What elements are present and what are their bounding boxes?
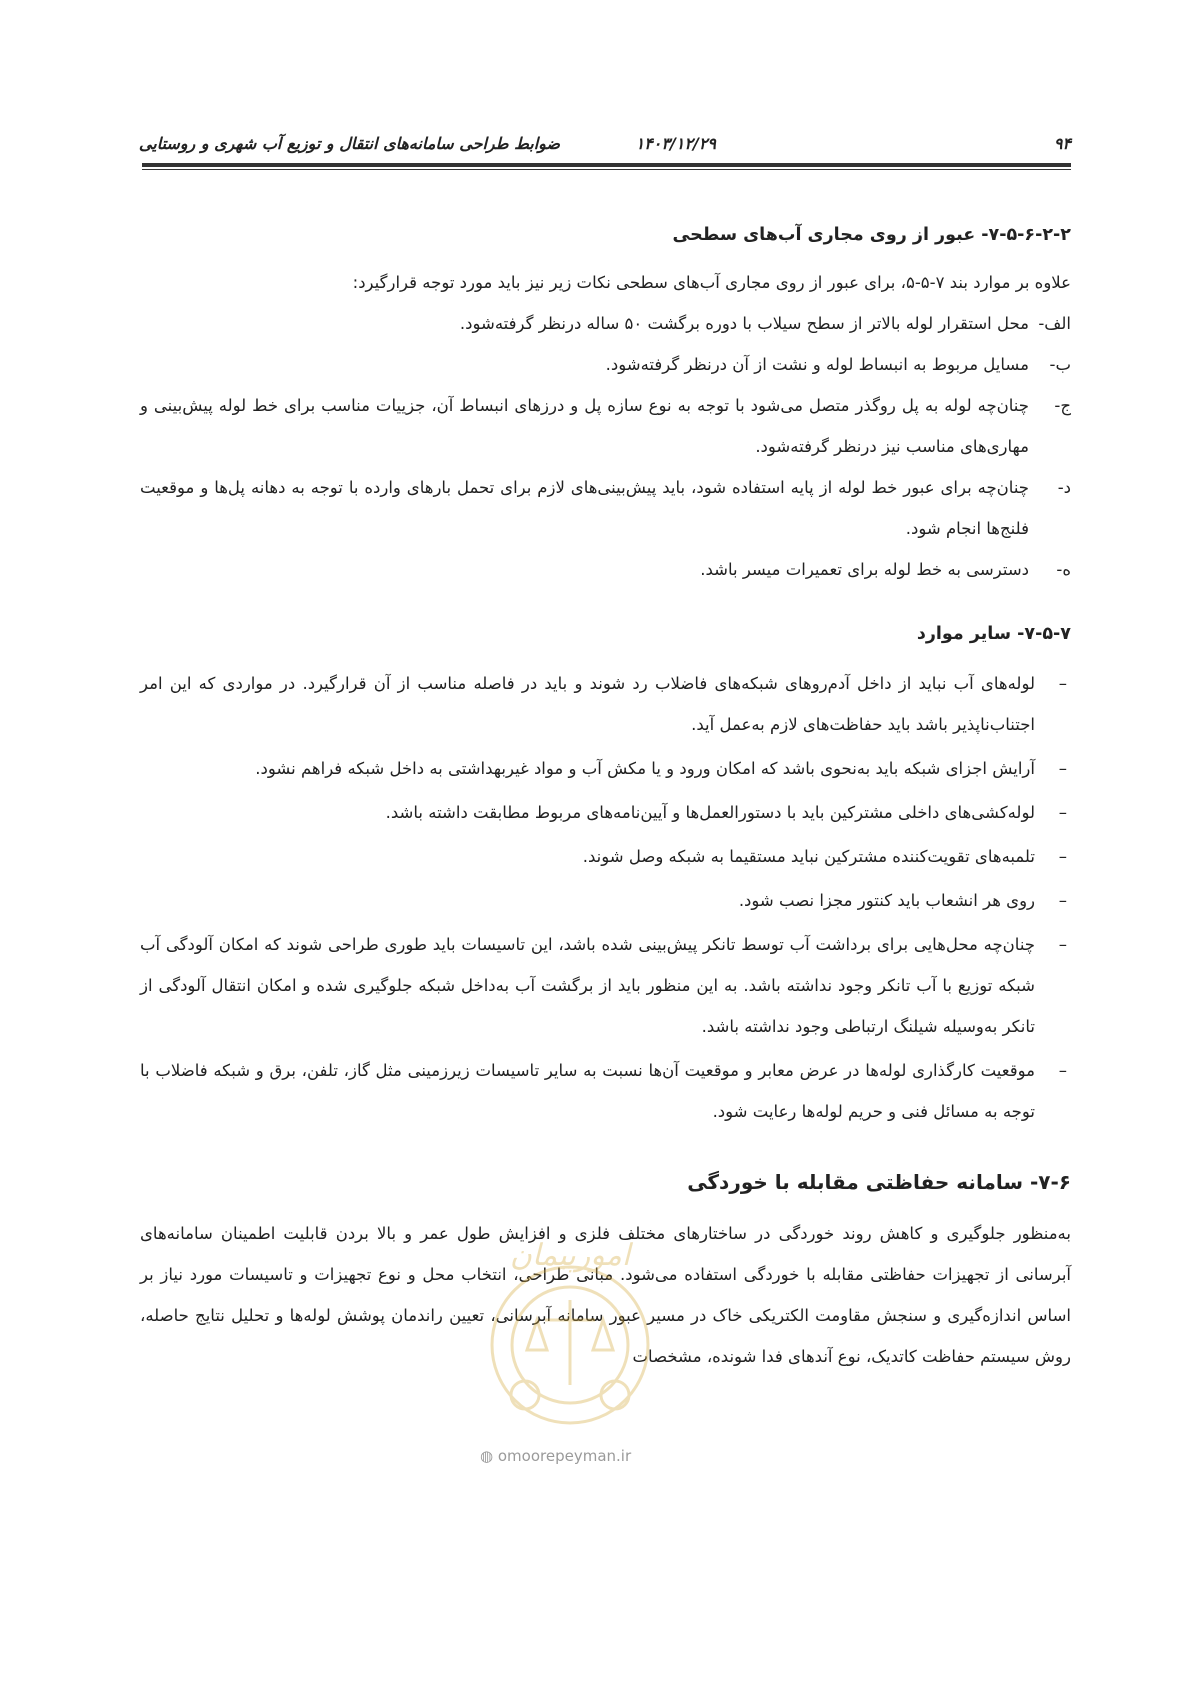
bullet-text: تلمبه‌های تقویت‌کننده مشترکین نباید مستقیما به شبکه وصل شوند. bbox=[582, 847, 1035, 866]
watermark-url bbox=[480, 1447, 631, 1465]
list-item bbox=[140, 344, 1071, 385]
bullet-text: چنان‌چه محل‌هایی برای برداشت آب توسط تانکر پیش‌بینی شده باشد، این تاسیسات باید طوری طراحی شوند که امکان آلودگی آب شبکه توزیع با آب تانکر وجود نداشته باشد. به این منظور باید از برگشت آب به‌داخل شبکه جلوگیری شده و امکان انتقال آلودگی از تانکر به‌وسیله شیلنگ ارتباطی وجود نداشته باشد. bbox=[140, 935, 1035, 1036]
dash-marker: – bbox=[1058, 891, 1067, 910]
list-item bbox=[140, 303, 1071, 344]
bullet-text: لوله‌کشی‌های داخلی مشترکین باید با دستورالعمل‌ها و آیین‌نامه‌های مربوط مطابقت داشته باشد. bbox=[385, 803, 1035, 822]
bullet-item bbox=[140, 924, 1071, 1047]
list-marker: ج- bbox=[1054, 396, 1071, 415]
list-item-text: چنان‌چه لوله به پل روگذر متصل می‌شود با توجه به نوع سازه پل و درزهای انبساط آن، جزییات مناسب برای خط لوله پیش‌بینی و مهاری‌های مناسب نیز درنظر گرفته‌شود. bbox=[140, 396, 1029, 456]
list-marker: ب- bbox=[1049, 355, 1071, 374]
gear-icon bbox=[511, 1381, 539, 1409]
list-marker: د- bbox=[1057, 478, 1071, 497]
bullet-text: موقعیت کارگذاری لوله‌ها در عرض معابر و موقعیت آن‌ها نسبت به سایر تاسیسات زیرزمینی مثل گاز، تلفن، برق و شبکه فاضلاب با توجه به مسائل فنی و حریم لوله‌ها رعایت شود. bbox=[140, 1061, 1035, 1121]
section-paragraph: به‌منظور جلوگیری و کاهش روند خوردگی در ساختارهای مختلف فلزی و افزایش طول عمر و بالا بردن قابلیت اطمینان سامانه‌های آبرسانی از تجهیزات حفاظتی مقابله با خوردگی استفاده می‌شود. مبانی طراحی، انتخاب محل و نوع تجهیزات و تاسیسات مورد نیاز بر اساس اندازه‌گیری و سنجش مقاومت الکتریکی خاک در مسیر عبور سامانه آبرسانی، تعیین راندمان پوشش لوله‌ها و تحلیل نتایج حاصله، روش سیستم حفاظت کاتدیک، نوع آندهای فدا شونده، مشخصات bbox=[140, 1224, 1071, 1366]
section-heading-7-6: ۷-۶- سامانه حفاظتی مقابله با خوردگی bbox=[687, 1170, 1071, 1194]
bullet-item bbox=[140, 792, 1071, 833]
gear-icon bbox=[601, 1381, 629, 1409]
list-item bbox=[140, 467, 1071, 549]
list-item-text: دسترسی به خط لوله برای تعمیرات میسر باشد. bbox=[700, 560, 1029, 579]
list-item-text: چنان‌چه برای عبور خط لوله از پایه استفاده شود، باید پیش‌بینی‌های لازم برای تحمل بارهای وارده با توجه به دهانه پل‌ها و موقعیت فلنج‌ها انجام شود. bbox=[140, 478, 1029, 538]
page-header bbox=[138, 134, 1071, 160]
bullet-item bbox=[140, 836, 1071, 877]
watermark-url-text: omoorepeyman.ir bbox=[497, 1447, 632, 1465]
list-marker: ه- bbox=[1056, 560, 1071, 579]
bullet-item bbox=[140, 663, 1071, 745]
list-item-text: محل استقرار لوله بالاتر از سطح سیلاب با دوره برگشت ۵۰ ساله درنظر گرفته‌شود. bbox=[459, 314, 1029, 333]
header-rule-thick bbox=[142, 163, 1071, 167]
bullet-text: لوله‌های آب نباید از داخل آدم‌روهای شبکه‌های فاضلاب رد شوند و باید در فاصله مناسب از آن قرارگیرد. در مواردی که این امر اجتناب‌ناپذیر باشد باید حفاظت‌های لازم به‌عمل آید. bbox=[140, 674, 1035, 734]
page-content bbox=[140, 215, 1071, 1377]
section-intro: علاوه بر موارد بند ۷-۵-۵، برای عبور از روی مجاری آب‌های سطحی نکات زیر نیز باید مورد توجه قرارگیرد: bbox=[352, 273, 1071, 292]
bullet-text: روی هر انشعاب باید کنتور مجزا نصب شود. bbox=[738, 891, 1035, 910]
watermark-logo-text: امورپیمان bbox=[509, 1238, 631, 1273]
header-title: ضوابط طراحی سامانه‌های انتقال و توزیع آب شهری و روستایی bbox=[138, 134, 560, 153]
bullet-item bbox=[140, 880, 1071, 921]
bullet-text: آرایش اجزای شبکه باید به‌نحوی باشد که امکان ورود و یا مکش آب و مواد غیربهداشتی به داخل شبکه فراهم نشود. bbox=[255, 759, 1035, 778]
list-marker: الف- bbox=[1038, 314, 1071, 333]
header-date: ۱۴۰۳/۱۲/۲۹ bbox=[635, 134, 716, 153]
bullet-item bbox=[140, 748, 1071, 789]
dash-marker: – bbox=[1058, 935, 1067, 954]
globe-icon: ◍ bbox=[480, 1447, 494, 1465]
list-item bbox=[140, 385, 1071, 467]
dash-marker: – bbox=[1058, 847, 1067, 866]
dash-marker: – bbox=[1058, 1061, 1067, 1080]
bullet-item bbox=[140, 1050, 1071, 1132]
list-item bbox=[140, 549, 1071, 590]
dash-marker: – bbox=[1058, 759, 1067, 778]
section-heading-7-5-6-2-2: ۷-۵-۶-۲-۲- عبور از روی مجاری آب‌های سطحی bbox=[672, 225, 1071, 245]
dash-marker: – bbox=[1058, 674, 1067, 693]
section-heading-7-5-7: ۷-۵-۷- سایر موارد bbox=[916, 624, 1071, 644]
list-item-text: مسایل مربوط به انبساط لوله و نشت از آن درنظر گرفته‌شود. bbox=[605, 355, 1029, 374]
dash-marker: – bbox=[1058, 803, 1067, 822]
page-number: ۹۴ bbox=[1053, 134, 1071, 153]
header-rule-thin bbox=[142, 169, 1071, 170]
